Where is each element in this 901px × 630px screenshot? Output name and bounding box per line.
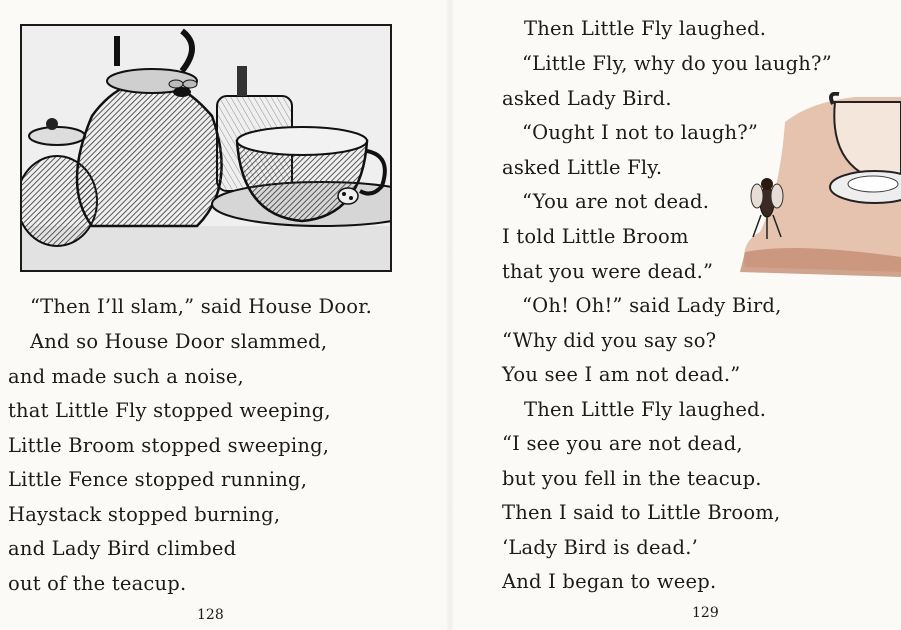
right-line-16: ‘Lady Bird is dead.’: [502, 536, 699, 559]
right-line-15: Then I said to Little Broom,: [502, 501, 781, 524]
right-line-1: Then Little Fly laughed.: [524, 17, 767, 40]
left-line-8: and Lady Bird climbed: [8, 537, 237, 560]
left-line-4: that Little Fly stopped weeping,: [8, 399, 331, 422]
right-line-3: asked Lady Bird.: [502, 87, 672, 110]
right-line-9: “Oh! Oh!” said Lady Bird,: [522, 294, 782, 317]
right-line-17: And I began to weep.: [502, 570, 717, 593]
left-line-6: Little Fence stopped running,: [8, 468, 308, 491]
right-line-2: “Little Fly, why do you laugh?”: [522, 52, 832, 75]
right-line-14: but you fell in the teacup.: [502, 467, 762, 490]
right-line-4: “Ought I not to laugh?”: [522, 121, 759, 144]
left-line-7: Haystack stopped burning,: [8, 503, 281, 526]
right-line-13: “I see you are not dead,: [502, 432, 743, 455]
teapot-illustration: [20, 24, 392, 272]
right-line-5: asked Little Fly.: [502, 156, 663, 179]
fly-teacup-illustration: [735, 92, 901, 284]
left-line-2: And so House Door slammed,: [30, 330, 328, 353]
right-line-7: I told Little Broom: [502, 225, 689, 248]
right-line-6: “You are not dead.: [522, 190, 710, 213]
left-line-1: “Then I’ll slam,” said House Door.: [30, 295, 373, 318]
right-line-8: that you were dead.”: [502, 260, 714, 283]
teapot-teacup-image: [22, 26, 390, 270]
right-line-11: You see I am not dead.”: [502, 363, 741, 386]
left-page: [0, 0, 450, 630]
left-line-5: Little Broom stopped sweeping,: [8, 434, 330, 457]
left-line-3: and made such a noise,: [8, 365, 244, 388]
page-number-left: 128: [197, 607, 224, 623]
fly-teacup-image: [735, 92, 901, 284]
right-line-10: “Why did you say so?: [502, 329, 717, 352]
left-line-9: out of the teacup.: [8, 572, 187, 595]
page-number-right: 129: [692, 605, 719, 621]
right-line-12: Then Little Fly laughed.: [524, 398, 767, 421]
